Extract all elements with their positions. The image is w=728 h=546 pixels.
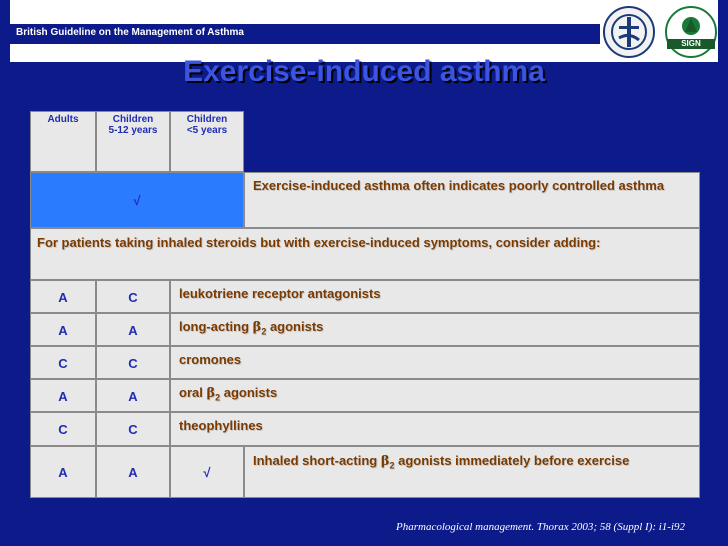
instruction-text: For patients taking inhaled steroids but with exercise-induced symptoms, consider adding: bbox=[30, 228, 700, 280]
grade-adults: A bbox=[30, 280, 96, 313]
grade-under5: √ bbox=[170, 446, 244, 498]
grade-adults: C bbox=[30, 346, 96, 379]
citation-footer: Pharmacological management. Thorax 2003; 58 (Suppl I): i1-i92 bbox=[396, 521, 686, 533]
treatment-text: Inhaled short-acting $\beta_2$ agonists immediately before exercise bbox=[244, 446, 700, 498]
bts-logo-icon bbox=[603, 6, 655, 58]
col-header-children-5-12: Children 5-12 years bbox=[96, 111, 170, 172]
grade-adults: A bbox=[30, 379, 96, 412]
guideline-title: British Guideline on the Management of Asthma bbox=[16, 27, 244, 38]
grade-children: A bbox=[96, 446, 170, 498]
treatment-text: leukotriene receptor antagonists bbox=[170, 280, 700, 313]
sign-logo-text: SIGN bbox=[667, 39, 715, 49]
guideline-banner bbox=[10, 24, 600, 44]
grade-children: C bbox=[96, 280, 170, 313]
grade-adults: C bbox=[30, 412, 96, 446]
grade-children: A bbox=[96, 313, 170, 346]
slide-title: Exercise-induced asthma bbox=[183, 55, 545, 88]
treatment-text: cromones bbox=[170, 346, 700, 379]
treatment-text: theophyllines bbox=[170, 412, 700, 446]
grade-children: C bbox=[96, 412, 170, 446]
col-header-children-under-5: Children <5 years bbox=[170, 111, 244, 172]
grade-adults: A bbox=[30, 313, 96, 346]
col-header-adults: Adults bbox=[30, 111, 96, 172]
sign-logo-icon bbox=[665, 6, 717, 58]
grade-children: C bbox=[96, 346, 170, 379]
grade-adults: A bbox=[30, 446, 96, 498]
grade-children: A bbox=[96, 379, 170, 412]
note-grade: √ bbox=[30, 172, 244, 228]
treatment-text: oral $\beta_2$ agonists bbox=[170, 379, 700, 412]
treatment-text: long-acting $\beta_2$ agonists bbox=[170, 313, 700, 346]
note-text: Exercise-induced asthma often indicates poorly controlled asthma bbox=[244, 172, 700, 228]
